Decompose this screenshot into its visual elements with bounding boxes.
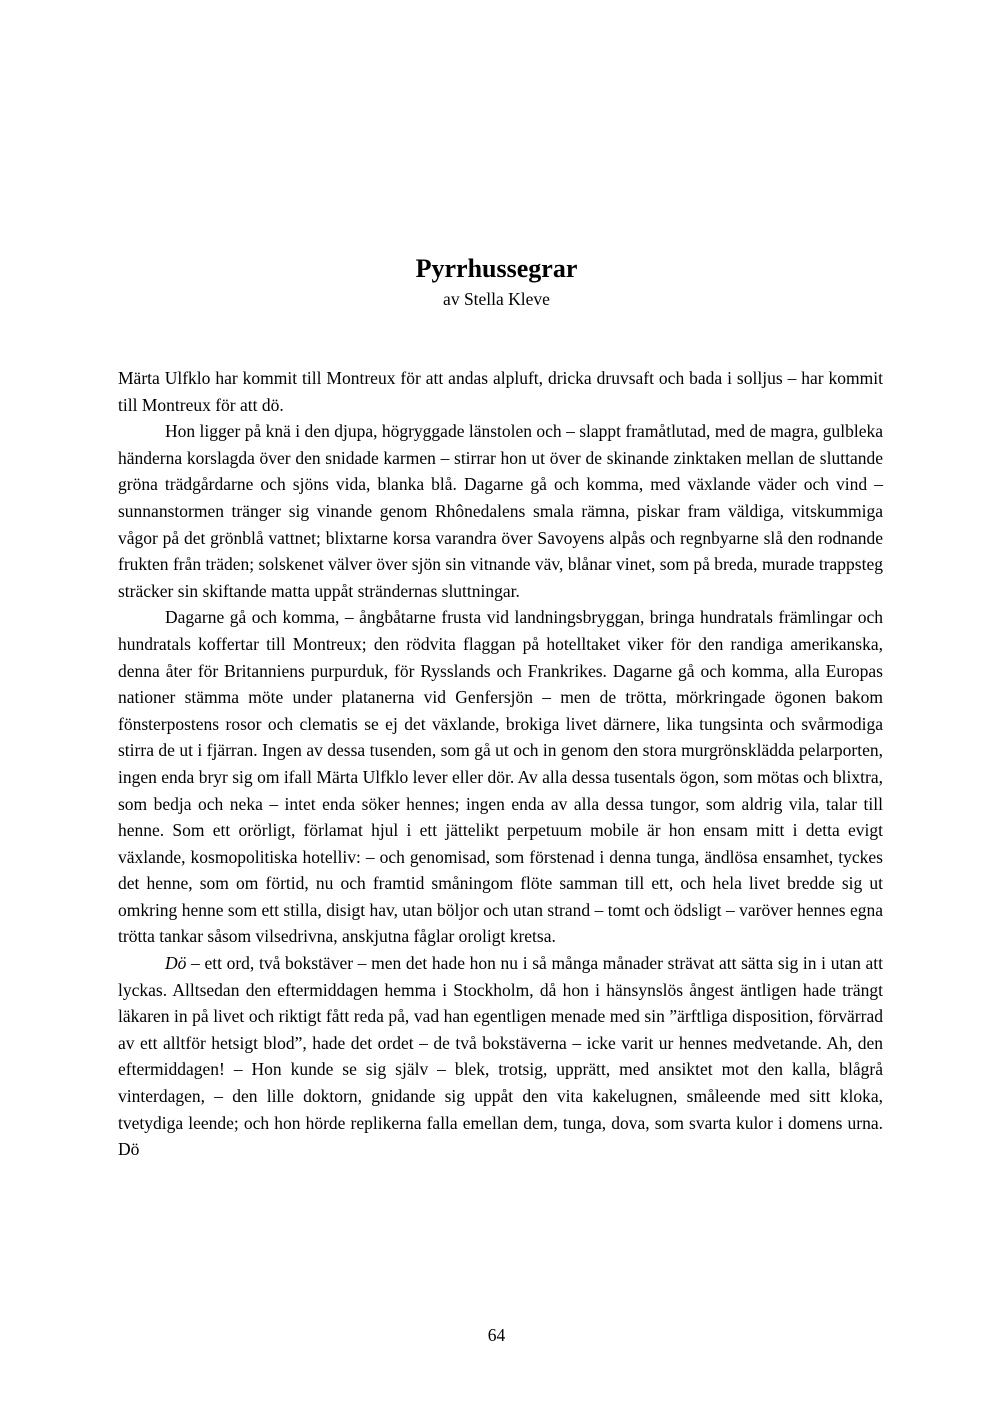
author-line: av Stella Kleve <box>443 289 550 309</box>
paragraph-1: Märta Ulfklo har kommit till Montreux för att andas alpluft, dricka druvsaft och bada i solljus – har kommit till Montreux för att dö. <box>118 368 883 415</box>
paragraph-3: Dagarne gå och komma, – ångbåtarne frusta vid landningsbryggan, bringa hundratals främlingar och hundratals koffertar till Montreux; den rödvita flaggan på hotelltaket viker för den randiga amerikanska, denna åter för Britanniens purpurduk, för Rysslands och Frankrikes. Dagarne gå och komma, alla Europas nationer stämma möte under platanerna vid Genfersjön – men de trötta, mörkringade ögonen bakom fönsterpostens rosor och clematis se ej det växlande, brokiga livet därnere, lika tungsinta och svårmodiga stirra de ut i fjärran. Ingen av dessa tusenden, som gå ut och in genom den stora murgrönsklädda pelarporten, ingen enda bryr sig om ifall Märta Ulfklo lever eller dör. Av alla dessa tusentals ögon, som mötas och blixtra, som bedja och neka – intet enda söker hennes; ingen enda av alla dessa tungor, som aldrig vila, talar till henne. Som ett orörligt, förlamat hjul i ett jättelikt perpetuum mobile är hon ensam mitt i detta evigt växlande, kosmopolitiska hotelliv: – och genomisad, som förstenad i denna tunga, ändlösa ensamhet, tyckes det henne, som om förtid, nu och framtid småningom flöte samman till ett, och hela livet bredde sig ut omkring henne som ett stilla, disigt hav, utan böljor och utan strand – tomt och ödsligt – varöver hennes egna trötta tankar såsom vilsedrivna, anskjutna fåglar oroligt kretsa. <box>118 607 883 947</box>
paragraph-4-text: – ett ord, två bokstäver – men det hade hon nu i så många månader strävat att sätta sig in i utan att lyckas. Alltsedan den eftermiddagen hemma i Stockholm, då hon i hänsynslös ångest äntligen hade trängt läkaren in på livet och riktigt fått reda på, vad han egentligen menade med sin ”ärftliga disposition, förvärrad av ett alltför hetsigt blod”, hade det ordet – de två bokstäverna – icke varit ur hennes medvetande. Ah, den eftermiddagen! – Hon kunde se sig själv – blek, trotsig, upprätt, med ansiktet mot den kalla, blågrå vinterdagen, – den lille doktorn, gnidande sig uppåt den vita kakelugnen, småleende med sitt kloka, tvetydiga leende; och hon hörde replikerna falla emellan dem, tunga, dova, som svarta kulor i domens urna. Dö <box>118 953 883 1160</box>
paragraph-4 <box>118 950 883 1163</box>
italic-word: Dö <box>165 953 187 974</box>
paragraph-2: Hon ligger på knä i den djupa, högryggade länstolen och – slappt framåtlutad, med de magra, gulbleka händerna korslagda över den snidade karmen – stirrar hon ut över de skinande zinktaken mellan de sluttande gröna trädgårdarne och sjöns vida, blanka blå. Dagarne gå och komma, med växlande väder och vind – sunnanstormen tränger sig vinande genom Rhônedalens smala rämna, piskar fram väldiga, vitskummiga vågor på det grönblå vattnet; blixtarne korsa varandra över Savoyens alpås och regnbyarne slå den rodnande frukten från träden; solskenet välver över sjön sin vitnande väv, blånar vinet, som på breda, murade trappsteg sträcker sin skiftande matta uppåt strändernas sluttningar. <box>118 421 883 601</box>
page-number: 64 <box>487 1325 506 1345</box>
body-text <box>118 365 883 1163</box>
page-title: Pyrrhussegrar <box>415 254 578 283</box>
